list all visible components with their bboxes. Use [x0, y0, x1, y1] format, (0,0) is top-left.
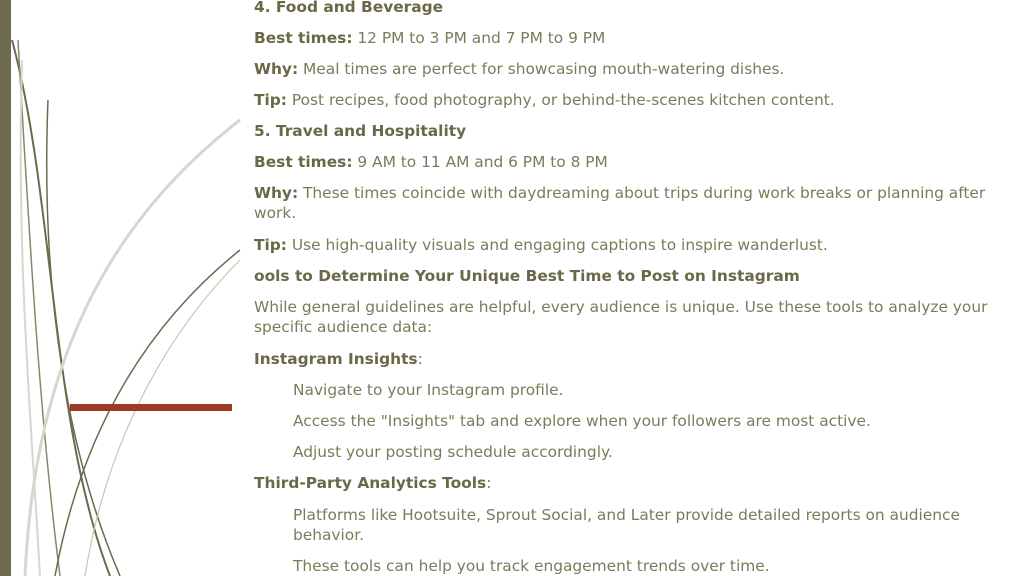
travel-best-label: Best times: [254, 153, 353, 171]
food-why-value: Meal times are perfect for showcasing mouth-watering dishes. [298, 60, 785, 78]
travel-why-value: These times coincide with daydreaming about trips during work breaks or planning after work. [254, 184, 986, 222]
insights-heading [254, 349, 999, 369]
food-tip-label: Tip: [254, 91, 287, 109]
insights-colon: : [417, 350, 423, 368]
travel-best-value: 9 AM to 11 AM and 6 PM to 8 PM [352, 153, 608, 171]
food-best-times [254, 28, 999, 48]
third-party-step: Platforms like Hootsuite, Sprout Social, and Later provide detailed reports on audience behavior. [293, 506, 960, 544]
third-party-heading [254, 473, 999, 493]
food-heading: 4. Food and Beverage [254, 0, 444, 16]
food-tip [254, 90, 999, 110]
travel-tip-value: Use high-quality visuals and engaging captions to inspire wanderlust. [286, 236, 828, 254]
third-party-step: These tools can help you track engagement trends over time. [293, 557, 770, 575]
insights-step: Adjust your posting schedule accordingly. [293, 443, 613, 461]
travel-best-times [254, 152, 999, 172]
red-accent-rule [70, 404, 232, 411]
food-best-label: Best times: [254, 29, 353, 47]
decorative-curves [0, 0, 250, 576]
travel-why-label: Why: [254, 184, 299, 202]
travel-tip [254, 235, 999, 255]
insights-step: Navigate to your Instagram profile. [293, 381, 564, 399]
third-party-colon: : [486, 474, 492, 492]
insights-step: Access the "Insights" tab and explore when your followers are most active. [293, 412, 871, 430]
third-party-label: Third-Party Analytics Tools [254, 474, 487, 492]
tools-intro: While general guidelines are helpful, every audience is unique. Use these tools to analyze your specific audience data: [254, 298, 988, 336]
food-why [254, 59, 999, 79]
travel-tip-label: Tip: [254, 236, 287, 254]
travel-why [254, 183, 999, 223]
insights-label: Instagram Insights [254, 350, 418, 368]
food-best-value: 12 PM to 3 PM and 7 PM to 9 PM [352, 29, 606, 47]
food-why-label: Why: [254, 60, 299, 78]
food-tip-value: Post recipes, food photography, or behind-the-scenes kitchen content. [286, 91, 835, 109]
travel-heading: 5. Travel and Hospitality [254, 122, 467, 140]
tools-heading: ools to Determine Your Unique Best Time to Post on Instagram [254, 267, 800, 285]
